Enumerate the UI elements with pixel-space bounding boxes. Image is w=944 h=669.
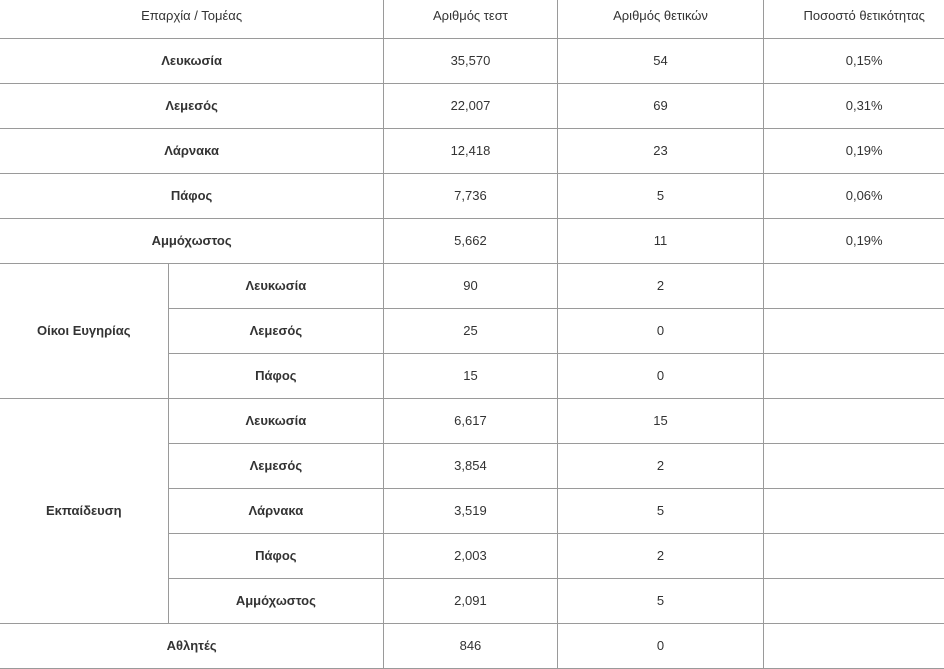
tests-cell: 2,091: [384, 579, 558, 624]
positives-cell: 5: [557, 489, 764, 534]
header-rate: Ποσοστό θετικότητας: [764, 0, 944, 39]
subdistrict-name: Λεμεσός: [168, 309, 384, 354]
tests-cell: 2,003: [384, 534, 558, 579]
tests-cell: 846: [384, 624, 558, 669]
district-name: Λεμεσός: [0, 84, 384, 129]
rate-cell: [764, 309, 944, 354]
table-row: [0, 84, 944, 129]
subdistrict-name: Πάφος: [168, 354, 384, 399]
district-name: Πάφος: [0, 174, 384, 219]
positives-cell: 2: [557, 534, 764, 579]
tests-cell: 6,617: [384, 399, 558, 444]
rate-cell: [764, 354, 944, 399]
rate-cell: [764, 534, 944, 579]
sector-name: Οίκοι Ευγηρίας: [0, 264, 168, 399]
rate-cell: 0,31%: [764, 84, 944, 129]
table-row: [0, 399, 944, 444]
sector-name: Αθλητές: [0, 624, 384, 669]
rate-cell: [764, 624, 944, 669]
table-row: [0, 264, 944, 309]
district-name: Λευκωσία: [0, 39, 384, 84]
table-row: [0, 624, 944, 669]
rate-cell: [764, 399, 944, 444]
table-row: [0, 129, 944, 174]
positives-cell: 15: [557, 399, 764, 444]
table-row: [0, 39, 944, 84]
tests-cell: 12,418: [384, 129, 558, 174]
sector-name: Εκπαίδευση: [0, 399, 168, 624]
subdistrict-name: Λευκωσία: [168, 399, 384, 444]
subdistrict-name: Λευκωσία: [168, 264, 384, 309]
table-row: [0, 174, 944, 219]
tests-cell: 5,662: [384, 219, 558, 264]
rate-cell: [764, 489, 944, 534]
positives-cell: 0: [557, 354, 764, 399]
positives-cell: 0: [557, 309, 764, 354]
positives-cell: 5: [557, 579, 764, 624]
header-tests: Αριθμός τεστ: [384, 0, 558, 39]
positives-cell: 2: [557, 444, 764, 489]
positives-cell: 69: [557, 84, 764, 129]
tests-cell: 22,007: [384, 84, 558, 129]
rate-cell: 0,15%: [764, 39, 944, 84]
tests-cell: 3,519: [384, 489, 558, 534]
subdistrict-name: Λάρνακα: [168, 489, 384, 534]
rate-cell: [764, 444, 944, 489]
positives-cell: 2: [557, 264, 764, 309]
rate-cell: [764, 264, 944, 309]
table-row: [0, 219, 944, 264]
positives-cell: 5: [557, 174, 764, 219]
tests-cell: 90: [384, 264, 558, 309]
subdistrict-name: Αμμόχωστος: [168, 579, 384, 624]
positives-cell: 54: [557, 39, 764, 84]
positives-cell: 11: [557, 219, 764, 264]
positives-cell: 0: [557, 624, 764, 669]
tests-cell: 3,854: [384, 444, 558, 489]
header-positives: Αριθμός θετικών: [557, 0, 764, 39]
header-row: [0, 0, 944, 39]
rate-cell: [764, 579, 944, 624]
tests-cell: 35,570: [384, 39, 558, 84]
district-name: Λάρνακα: [0, 129, 384, 174]
district-name: Αμμόχωστος: [0, 219, 384, 264]
tests-cell: 15: [384, 354, 558, 399]
rate-cell: 0,19%: [764, 219, 944, 264]
header-district: Επαρχία / Τομέας: [0, 0, 384, 39]
tests-cell: 7,736: [384, 174, 558, 219]
tests-cell: 25: [384, 309, 558, 354]
rate-cell: 0,19%: [764, 129, 944, 174]
subdistrict-name: Πάφος: [168, 534, 384, 579]
positives-cell: 23: [557, 129, 764, 174]
subdistrict-name: Λεμεσός: [168, 444, 384, 489]
rate-cell: 0,06%: [764, 174, 944, 219]
